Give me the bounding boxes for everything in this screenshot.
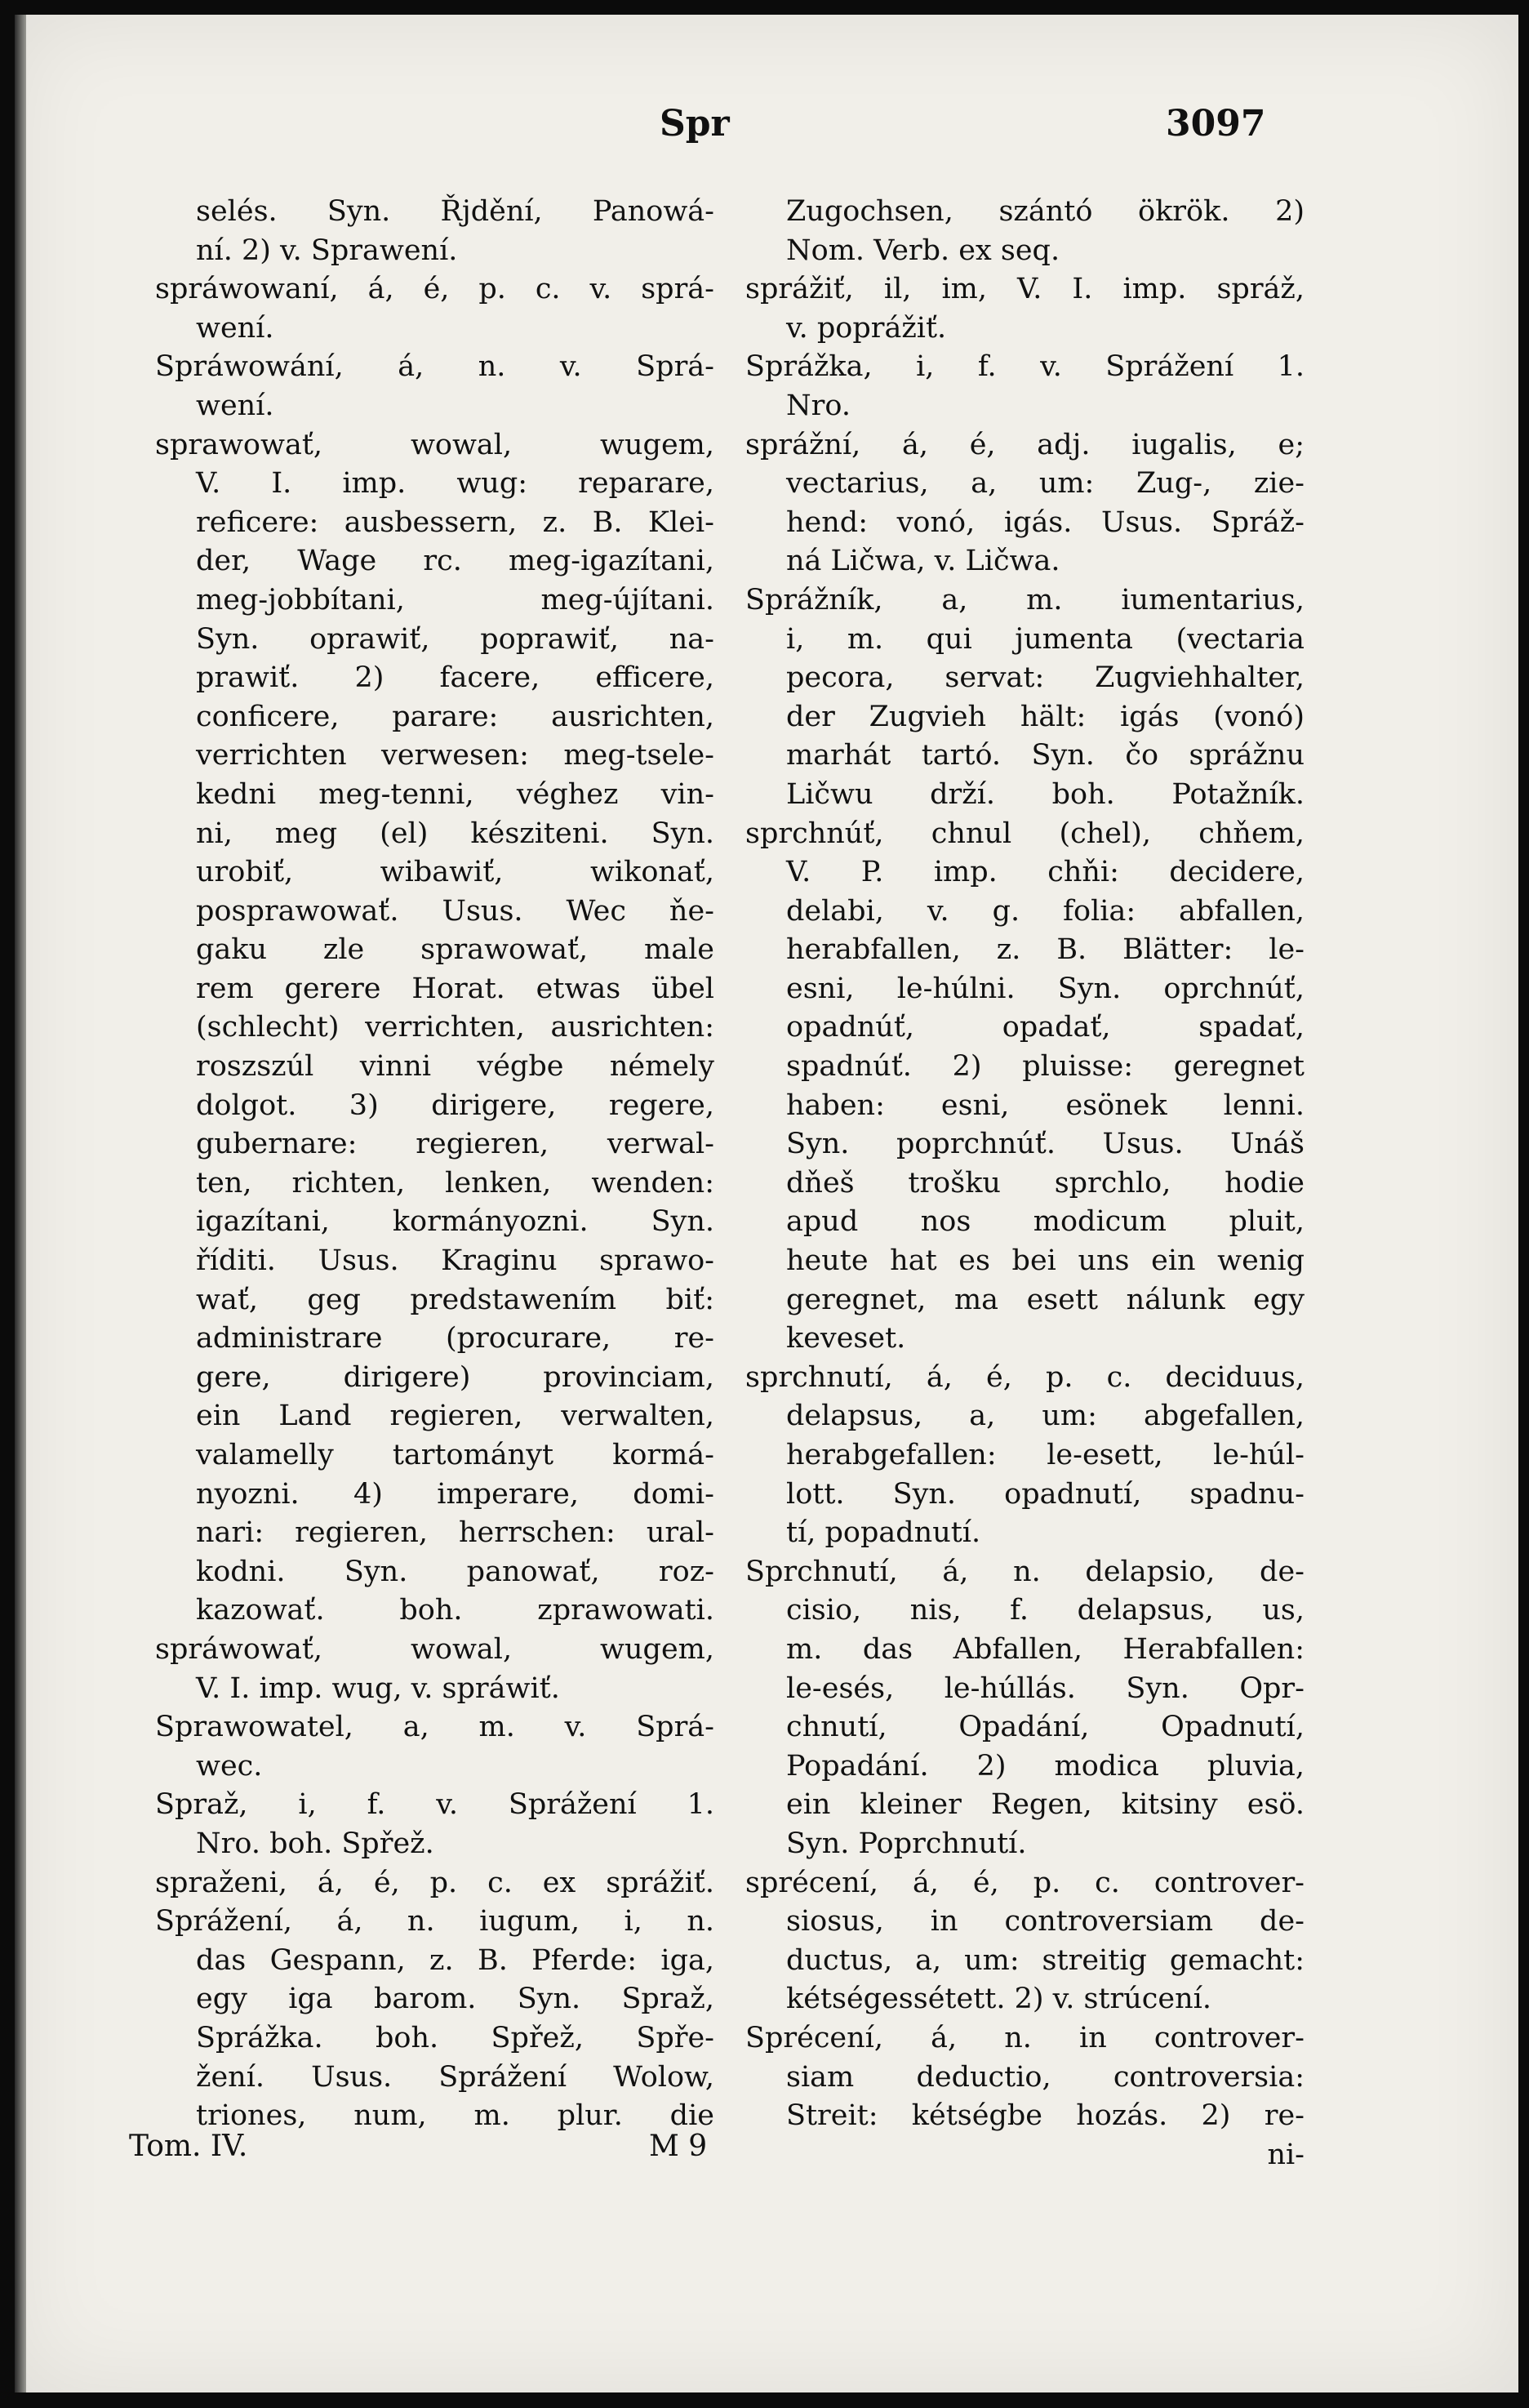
text-line: Syn. poprchnúť. Usus. Unáš bbox=[786, 1128, 1305, 1161]
text-line: der Zugvieh hält: igás (vonó) bbox=[786, 700, 1305, 733]
text-line: nari: regieren, herrschen: ural- bbox=[196, 1516, 714, 1550]
text-line: sprchnutí, á, é, p. c. deciduus, bbox=[745, 1360, 1305, 1394]
text-line: valamelly tartományt kormá- bbox=[196, 1439, 714, 1471]
text-line: Nro. bbox=[786, 389, 851, 422]
text-line: marhát tartó. Syn. čo sprážnu bbox=[786, 739, 1305, 772]
text-line: pecora, servat: Zugviehhalter, bbox=[786, 661, 1305, 695]
text-line: Spraž, i, f. v. Sprážení 1. bbox=[155, 1788, 714, 1822]
text-line: Spráwowání, á, n. v. Sprá- bbox=[155, 350, 714, 384]
right-column bbox=[745, 193, 1305, 2174]
text-line: vectarius, a, um: Zug-, zie- bbox=[786, 467, 1305, 501]
text-line: kodni. Syn. panowať, roz- bbox=[196, 1555, 714, 1588]
text-line: le-esés, le-húllás. Syn. Opr- bbox=[786, 1671, 1305, 1705]
dictionary-page bbox=[15, 15, 1518, 2392]
text-line: Syn. oprawiť, poprawiť, na- bbox=[196, 622, 714, 656]
text-line: V. I. imp. wug: reparare, bbox=[196, 467, 714, 501]
text-line: Nom. Verb. ex seq. bbox=[786, 234, 1060, 267]
text-line: sprawowať, wowal, wugem, bbox=[155, 428, 714, 461]
text-line: das Gespann, z. B. Pferde: iga, bbox=[196, 1943, 714, 1977]
text-line: ten, richten, lenken, wenden: bbox=[196, 1166, 714, 1200]
left-column bbox=[155, 193, 714, 2136]
text-line: chnutí, Opadání, Opadnutí, bbox=[786, 1711, 1305, 1744]
text-line: v. poprážiť. bbox=[786, 311, 947, 345]
text-line: spadnúť. 2) pluisse: geregnet bbox=[786, 1050, 1305, 1084]
text-line: sprécení, á, é, p. c. controver- bbox=[745, 1866, 1305, 1899]
text-line: keveset. bbox=[786, 1322, 906, 1355]
text-line: sprážiť, il, im, V. I. imp. spráž, bbox=[745, 273, 1305, 306]
text-line: heute hat es bei uns ein wenig bbox=[786, 1244, 1305, 1278]
text-line: sprážní, á, é, adj. iugalis, e; bbox=[745, 428, 1305, 461]
text-line: dolgot. 3) dirigere, regere, bbox=[196, 1088, 714, 1122]
text-line: urobiť, wibawiť, wikonať, bbox=[196, 856, 714, 889]
text-line: tí, popadnutí. bbox=[786, 1516, 981, 1550]
text-line: Nro. boh. Spřež. bbox=[196, 1827, 434, 1860]
text-line: i, m. qui jumenta (vectaria bbox=[786, 622, 1305, 656]
text-line: žení. Usus. Sprážení Wolow, bbox=[196, 2060, 714, 2094]
text-line: říditi. Usus. Kraginu sprawo- bbox=[196, 1244, 714, 1278]
text-line: kétségessétett. 2) v. strúcení. bbox=[786, 1983, 1211, 2016]
text-line: prawiť. 2) facere, efficere, bbox=[196, 661, 714, 695]
text-line: herabgefallen: le-esett, le-húl- bbox=[786, 1439, 1305, 1471]
text-line: ní. 2) v. Sprawení. bbox=[196, 234, 458, 267]
text-line: apud nos modicum pluit, bbox=[786, 1205, 1305, 1239]
text-line: herabfallen, z. B. Blätter: le- bbox=[786, 933, 1305, 967]
text-line: Ličwu drží. boh. Potažník. bbox=[786, 777, 1305, 811]
text-line: wení. bbox=[196, 311, 274, 345]
text-line: ein kleiner Regen, kitsiny esö. bbox=[786, 1788, 1305, 1822]
text-line: spraženi, á, é, p. c. ex sprážiť. bbox=[155, 1866, 714, 1899]
text-line: dňeš trošku sprchlo, hodie bbox=[786, 1166, 1305, 1200]
text-line: opadnúť, opadať, spadať, bbox=[786, 1011, 1305, 1044]
text-line: Streit: kétségbe hozás. 2) re- bbox=[786, 2099, 1305, 2133]
text-line: m. das Abfallen, Herabfallen: bbox=[786, 1632, 1305, 1666]
text-line: Popadání. 2) modica pluvia, bbox=[786, 1749, 1305, 1783]
text-line: roszszúl vinni végbe némely bbox=[196, 1050, 714, 1084]
text-line: verrichten verwesen: meg-tsele- bbox=[196, 739, 714, 772]
text-line: (schlecht) verrichten, ausrichten: bbox=[196, 1011, 714, 1044]
text-line: igazítani, kormányozni. Syn. bbox=[196, 1205, 714, 1239]
text-line: Sprážení, á, n. iugum, i, n. bbox=[155, 1905, 714, 1938]
running-head: Spr bbox=[660, 103, 730, 145]
text-line: posprawowať. Usus. Wec ňe- bbox=[196, 894, 714, 928]
text-line: triones, num, m. plur. die bbox=[196, 2099, 714, 2133]
text-line: spráwowaní, á, é, p. c. v. sprá- bbox=[155, 273, 714, 306]
text-line: kazowať. boh. zprawowati. bbox=[196, 1594, 714, 1627]
text-line: meg-jobbítani, meg-újítani. bbox=[196, 583, 714, 616]
text-line: administrare (procurare, re- bbox=[196, 1322, 714, 1355]
text-line: kedni meg-tenni, véghez vin- bbox=[196, 777, 714, 811]
text-line: lott. Syn. opadnutí, spadnu- bbox=[786, 1477, 1305, 1511]
text-line: gubernare: regieren, verwal- bbox=[196, 1128, 714, 1161]
text-line: V. P. imp. chňi: decidere, bbox=[786, 856, 1305, 889]
text-line: V. I. imp. wug, v. spráwiť. bbox=[196, 1671, 560, 1705]
text-line: delapsus, a, um: abgefallen, bbox=[786, 1400, 1305, 1433]
text-line: sprchnúť, chnul (chel), chňem, bbox=[745, 817, 1305, 850]
text-line: nyozni. 4) imperare, domi- bbox=[196, 1477, 714, 1511]
text-line: egy iga barom. Syn. Spraž, bbox=[196, 1983, 714, 2016]
text-line: ductus, a, um: streitig gemacht: bbox=[786, 1943, 1305, 1977]
text-line: der, Wage rc. meg-igazítani, bbox=[196, 545, 714, 578]
volume-label: Tom. IV. bbox=[129, 2130, 248, 2163]
text-line: rem gerere Horat. etwas übel bbox=[196, 972, 714, 1005]
text-line: conficere, parare: ausrichten, bbox=[196, 700, 714, 733]
text-line: wení. bbox=[196, 389, 274, 422]
signature-mark: M 9 bbox=[649, 2130, 708, 2163]
text-line: gere, dirigere) provinciam, bbox=[196, 1360, 714, 1394]
text-line: Sprawowatel, a, m. v. Sprá- bbox=[155, 1711, 714, 1744]
text-line: Sprážka. boh. Spřež, Spře- bbox=[196, 2021, 714, 2054]
text-line: haben: esni, esönek lenni. bbox=[786, 1088, 1305, 1122]
text-line: delabi, v. g. folia: abfallen, bbox=[786, 894, 1305, 928]
text-line: Syn. Poprchnutí. bbox=[786, 1827, 1027, 1860]
text-line: ná Ličwa, v. Ličwa. bbox=[786, 545, 1060, 578]
text-line: geregnet, ma esett nálunk egy bbox=[786, 1283, 1305, 1316]
text-line: selés. Syn. Řjdění, Panowá- bbox=[196, 195, 714, 228]
text-line: hend: vonó, igás. Usus. Spráž- bbox=[786, 505, 1305, 539]
text-line: wec. bbox=[196, 1749, 263, 1783]
text-line: ni, meg (el) késziteni. Syn. bbox=[196, 817, 714, 850]
text-line: cisio, nis, f. delapsus, us, bbox=[786, 1594, 1305, 1627]
text-line: Sprážka, i, f. v. Sprážení 1. bbox=[745, 350, 1305, 384]
text-line: gaku zle sprawowať, male bbox=[196, 933, 714, 967]
text-line: Sprchnutí, á, n. delapsio, de- bbox=[745, 1555, 1305, 1588]
text-line: esni, le-húlni. Syn. oprchnúť, bbox=[786, 972, 1305, 1005]
text-line: ni- bbox=[1267, 2138, 1305, 2171]
text-line: spráwowať, wowal, wugem, bbox=[155, 1632, 714, 1666]
text-line: wať, geg predstawením biť: bbox=[196, 1283, 714, 1316]
book-binding-edge bbox=[15, 15, 26, 2392]
text-line: siam deductio, controversia: bbox=[786, 2060, 1305, 2094]
text-line: reficere: ausbessern, z. B. Klei- bbox=[196, 505, 714, 539]
text-line: siosus, in controversiam de- bbox=[786, 1905, 1305, 1938]
text-line: Sprécení, á, n. in controver- bbox=[745, 2021, 1305, 2054]
text-line: Sprážník, a, m. iumentarius, bbox=[745, 583, 1305, 616]
page-number: 3097 bbox=[1166, 103, 1266, 145]
text-line: Zugochsen, szántó ökrök. 2) bbox=[786, 195, 1305, 228]
text-line: ein Land regieren, verwalten, bbox=[196, 1400, 714, 1433]
